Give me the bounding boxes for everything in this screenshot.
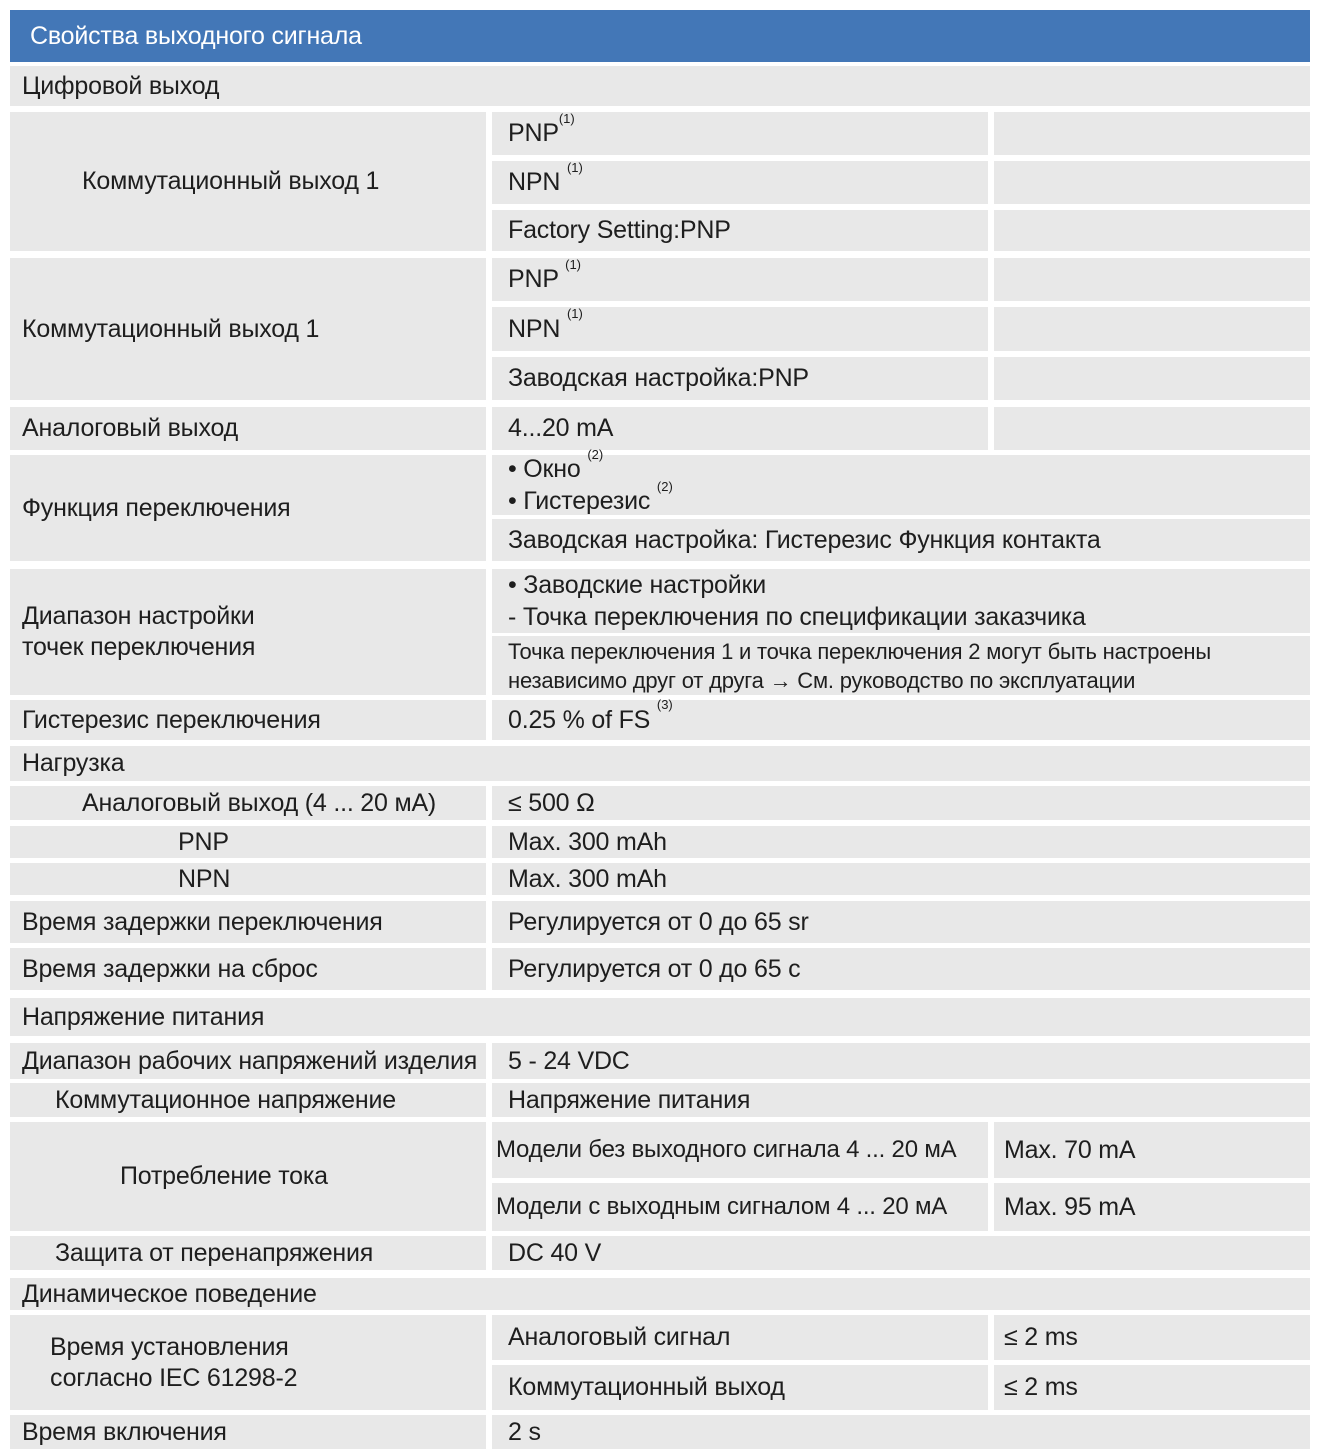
value-cell-right bbox=[994, 210, 1310, 251]
value-cell: • Окно $^{(2)}$ • Гистерезис $^{(2)}$ bbox=[492, 455, 1310, 515]
row-label: Потребление тока bbox=[10, 1122, 486, 1231]
row-switch-on-delay bbox=[10, 901, 1310, 943]
table-title-bar bbox=[10, 10, 1310, 62]
row-label: Время задержки на сброс bbox=[10, 948, 486, 990]
value-cell: NPN $^{(1)}$ bbox=[492, 307, 988, 351]
value-cell-right bbox=[994, 357, 1310, 400]
row-label: Аналоговый выход (4 ... 20 мА) bbox=[10, 786, 486, 820]
value-cell: Модели без выходного сигнала 4 ... 20 мА bbox=[492, 1122, 988, 1178]
section-load bbox=[10, 746, 1310, 781]
row-voltage-range bbox=[10, 1043, 1310, 1079]
row-load-analog-output bbox=[10, 786, 1310, 820]
row-label: Время задержки переключения bbox=[10, 901, 486, 943]
value-cell: 4...20 mA bbox=[492, 407, 988, 450]
group-settling-time bbox=[10, 1315, 1310, 1410]
row-label: Диапазон настройки точек переключения bbox=[10, 569, 486, 695]
value-cell-right bbox=[994, 161, 1310, 204]
row-label: PNP bbox=[10, 826, 486, 858]
group-switching-output-1b bbox=[10, 258, 1310, 400]
value-row bbox=[486, 210, 1310, 251]
section-dynamic-behavior bbox=[10, 1278, 1310, 1310]
value-cell: 5 - 24 VDC bbox=[492, 1043, 1310, 1079]
row-label: Защита от перенапряжения bbox=[10, 1236, 486, 1270]
value-row bbox=[486, 1122, 1310, 1178]
section-label: Напряжение питания bbox=[22, 1002, 265, 1031]
value-cell: Напряжение питания bbox=[492, 1083, 1310, 1117]
value-cell-right bbox=[994, 407, 1310, 450]
value-cell-right bbox=[994, 258, 1310, 301]
value-cell: Max. 300 mAh bbox=[492, 863, 1310, 895]
row-reset-delay bbox=[10, 948, 1310, 990]
value-cell-note: Точка переключения 1 и точка переключения 2 могут быть настроены независимо друг от друга → См. руководство по эксплуатации bbox=[492, 636, 1310, 695]
row-label: Коммутационное напряжение bbox=[10, 1083, 486, 1117]
row-label: Функция переключения bbox=[10, 455, 486, 561]
value-cell: ≤ 500 Ω bbox=[492, 786, 1310, 820]
value-cell: Регулируется от 0 до 65 sr bbox=[492, 901, 1310, 943]
row-switching-voltage bbox=[10, 1083, 1310, 1117]
value-row bbox=[486, 1365, 1310, 1410]
value-cell: PNP $^{(1)}$ bbox=[492, 258, 988, 301]
group-switching-function bbox=[10, 446, 1310, 561]
value-cell: Max. 300 mAh bbox=[492, 826, 1310, 858]
section-supply-voltage bbox=[10, 998, 1310, 1036]
value-cell-right bbox=[994, 307, 1310, 351]
row-switch-on-time bbox=[10, 1415, 1310, 1449]
value-cell: Коммутационный выход bbox=[492, 1365, 988, 1410]
row-label: Время включения bbox=[10, 1415, 486, 1449]
value-cell: Заводская настройка:PNP bbox=[492, 357, 988, 400]
value-row bbox=[486, 519, 1310, 561]
value-cell: Модели с выходным сигналом 4 ... 20 мА bbox=[492, 1183, 988, 1231]
value-cell: 0.25 % of FS $^{(3)}$ bbox=[492, 700, 1310, 740]
value-cell: Factory Setting:PNP bbox=[492, 210, 988, 251]
value-row bbox=[486, 1315, 1310, 1360]
value-cell-right: ≤ 2 ms bbox=[994, 1365, 1310, 1410]
value-cell-right: ≤ 2 ms bbox=[994, 1315, 1310, 1360]
row-switching-hysteresis bbox=[10, 697, 1310, 740]
section-label: Цифровой выход bbox=[22, 71, 220, 100]
row-analog-output bbox=[10, 407, 1310, 450]
row-label: Диапазон рабочих напряжений изделия bbox=[10, 1043, 486, 1079]
value-row bbox=[486, 1183, 1310, 1231]
value-row bbox=[486, 161, 1310, 204]
row-label: Гистерезис переключения bbox=[10, 700, 486, 740]
section-label: Динамическое поведение bbox=[22, 1279, 317, 1308]
row-label: Коммутационный выход 1 bbox=[10, 258, 486, 400]
group-setting-range bbox=[10, 569, 1310, 695]
value-cell: Заводская настройка: Гистерезис Функция контакта bbox=[492, 519, 1310, 561]
group-switching-output-1a bbox=[10, 112, 1310, 251]
row-load-npn bbox=[10, 863, 1310, 895]
value-cell: • Заводские настройки - Точка переключения по спецификации заказчика bbox=[492, 569, 1310, 633]
value-cell: DC 40 V bbox=[492, 1236, 1310, 1270]
value-cell-right: Max. 95 mA bbox=[994, 1183, 1310, 1231]
section-digital-output bbox=[10, 66, 1310, 106]
value-row bbox=[486, 636, 1310, 695]
section-label: Нагрузка bbox=[22, 749, 125, 777]
value-cell-right: Max. 70 mA bbox=[994, 1122, 1310, 1178]
value-row bbox=[486, 258, 1310, 301]
value-cell: Аналоговый сигнал bbox=[492, 1315, 988, 1360]
value-cell: PNP$^{(1)}$ bbox=[492, 112, 988, 155]
value-cell-right bbox=[994, 112, 1310, 155]
table-title: Свойства выходного сигнала bbox=[30, 21, 362, 50]
value-row bbox=[486, 446, 1310, 515]
row-label: Коммутационный выход 1 bbox=[10, 112, 486, 251]
value-cell: NPN $^{(1)}$ bbox=[492, 161, 988, 204]
row-label: Аналоговый выход bbox=[10, 407, 486, 450]
value-row bbox=[486, 357, 1310, 400]
row-label: NPN bbox=[10, 863, 486, 895]
value-row bbox=[486, 569, 1310, 633]
row-overvoltage-protection bbox=[10, 1236, 1310, 1270]
value-row bbox=[486, 112, 1310, 155]
group-current-consumption bbox=[10, 1122, 1310, 1231]
row-load-pnp bbox=[10, 826, 1310, 858]
value-row bbox=[486, 307, 1310, 351]
value-cell: Регулируется от 0 до 65 с bbox=[492, 948, 1310, 990]
row-label: Время установления согласно IEC 61298-2 bbox=[10, 1315, 486, 1410]
value-cell: 2 s bbox=[492, 1415, 1310, 1449]
